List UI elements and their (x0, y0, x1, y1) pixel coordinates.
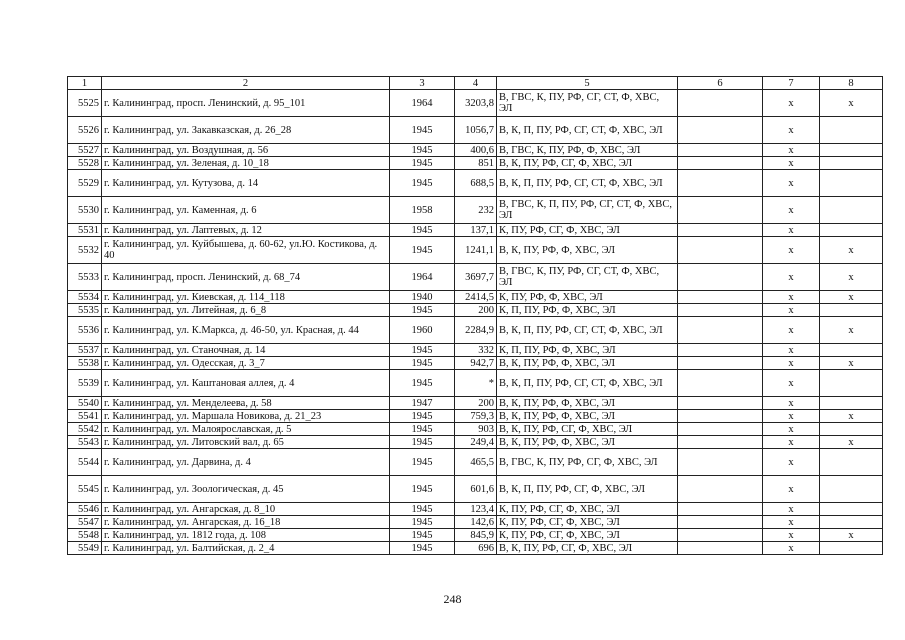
column-8-mark-cell (820, 423, 883, 436)
table-row (68, 436, 883, 449)
build-year-cell: 1940 (390, 291, 455, 304)
utility-systems-cell: К, ПУ, РФ, СГ, Ф, ХВС, ЭЛ (497, 529, 678, 542)
column-7-mark-cell: x (763, 197, 820, 224)
build-year-cell: 1945 (390, 357, 455, 370)
record-number-cell: 5531 (68, 224, 102, 237)
column-header-1: 1 (68, 77, 102, 90)
build-year-cell: 1945 (390, 542, 455, 555)
column-7-mark-cell: x (763, 476, 820, 503)
build-year-cell: 1945 (390, 516, 455, 529)
area-cell: 232 (455, 197, 497, 224)
table-row (68, 423, 883, 436)
address-cell: г. Калининград, ул. Литовский вал, д. 65 (102, 436, 390, 449)
utility-systems-cell: В, К, ПУ, РФ, Ф, ХВС, ЭЛ (497, 397, 678, 410)
address-cell: г. Калининград, ул. Зеленая, д. 10_18 (102, 157, 390, 170)
address-cell: г. Калининград, ул. Закавказская, д. 26_28 (102, 117, 390, 144)
record-number-cell: 5537 (68, 344, 102, 357)
area-cell: 1241,1 (455, 237, 497, 264)
column-header-2: 2 (102, 77, 390, 90)
column-8-mark-cell: x (820, 436, 883, 449)
build-year-cell: 1945 (390, 449, 455, 476)
table-row (68, 264, 883, 291)
record-number-cell: 5534 (68, 291, 102, 304)
column-7-mark-cell: x (763, 170, 820, 197)
build-year-cell: 1945 (390, 144, 455, 157)
table-row (68, 304, 883, 317)
build-year-cell: 1945 (390, 117, 455, 144)
area-cell: 2284,9 (455, 317, 497, 344)
build-year-cell: 1964 (390, 264, 455, 291)
record-number-cell: 5546 (68, 503, 102, 516)
table-row (68, 237, 883, 264)
utility-systems-cell: К, ПУ, РФ, СГ, Ф, ХВС, ЭЛ (497, 224, 678, 237)
utility-systems-cell: В, К, ПУ, РФ, СГ, Ф, ХВС, ЭЛ (497, 157, 678, 170)
record-number-cell: 5528 (68, 157, 102, 170)
address-cell: г. Калининград, ул. Киевская, д. 114_118 (102, 291, 390, 304)
column-7-mark-cell: x (763, 90, 820, 117)
address-cell: г. Калининград, ул. Литейная, д. 6_8 (102, 304, 390, 317)
build-year-cell: 1947 (390, 397, 455, 410)
build-year-cell: 1958 (390, 197, 455, 224)
column-6-cell (678, 224, 763, 237)
build-year-cell: 1945 (390, 423, 455, 436)
column-header-8: 8 (820, 77, 883, 90)
address-cell: г. Калининград, ул. Каштановая аллея, д. 4 (102, 370, 390, 397)
column-8-mark-cell: x (820, 529, 883, 542)
build-year-cell: 1945 (390, 237, 455, 264)
record-number-cell: 5545 (68, 476, 102, 503)
column-8-mark-cell: x (820, 90, 883, 117)
build-year-cell: 1945 (390, 304, 455, 317)
column-6-cell (678, 503, 763, 516)
address-cell: г. Калининград, ул. Ангарская, д. 16_18 (102, 516, 390, 529)
column-6-cell (678, 157, 763, 170)
column-header-5: 5 (497, 77, 678, 90)
area-cell: 696 (455, 542, 497, 555)
column-7-mark-cell: x (763, 317, 820, 344)
area-cell: 942,7 (455, 357, 497, 370)
column-7-mark-cell: x (763, 397, 820, 410)
column-7-mark-cell: x (763, 516, 820, 529)
column-7-mark-cell: x (763, 410, 820, 423)
area-cell: 465,5 (455, 449, 497, 476)
column-6-cell (678, 197, 763, 224)
address-cell: г. Калининград, ул. Маршала Новикова, д. 21_23 (102, 410, 390, 423)
area-cell: 3203,8 (455, 90, 497, 117)
table-row (68, 542, 883, 555)
build-year-cell: 1960 (390, 317, 455, 344)
area-cell: * (455, 370, 497, 397)
column-6-cell (678, 357, 763, 370)
build-year-cell: 1945 (390, 503, 455, 516)
column-6-cell (678, 436, 763, 449)
address-cell: г. Калининград, просп. Ленинский, д. 95_101 (102, 90, 390, 117)
table-row (68, 197, 883, 224)
build-year-cell: 1964 (390, 90, 455, 117)
area-cell: 249,4 (455, 436, 497, 449)
table-row (68, 357, 883, 370)
table-row (68, 144, 883, 157)
utility-systems-cell: В, К, ПУ, РФ, СГ, Ф, ХВС, ЭЛ (497, 423, 678, 436)
area-cell: 123,4 (455, 503, 497, 516)
utility-systems-cell: К, П, ПУ, РФ, Ф, ХВС, ЭЛ (497, 304, 678, 317)
address-cell: г. Калининград, ул. Лаптевых, д. 12 (102, 224, 390, 237)
address-cell: г. Калининград, ул. Куйбышева, д. 60-62, ул.Ю. Костикова, д. 40 (102, 237, 390, 264)
housing-register-table (67, 76, 883, 555)
build-year-cell: 1945 (390, 529, 455, 542)
column-6-cell (678, 264, 763, 291)
address-cell: г. Калининград, ул. 1812 года, д. 108 (102, 529, 390, 542)
column-7-mark-cell: x (763, 304, 820, 317)
table-row (68, 157, 883, 170)
column-6-cell (678, 304, 763, 317)
column-7-mark-cell: x (763, 144, 820, 157)
utility-systems-cell: В, К, ПУ, РФ, Ф, ХВС, ЭЛ (497, 410, 678, 423)
utility-systems-cell: В, К, П, ПУ, РФ, СГ, СТ, Ф, ХВС, ЭЛ (497, 317, 678, 344)
record-number-cell: 5544 (68, 449, 102, 476)
column-8-mark-cell: x (820, 291, 883, 304)
area-cell: 400,6 (455, 144, 497, 157)
column-7-mark-cell: x (763, 264, 820, 291)
area-cell: 200 (455, 397, 497, 410)
address-cell: г. Калининград, просп. Ленинский, д. 68_74 (102, 264, 390, 291)
address-cell: г. Калининград, ул. Ангарская, д. 8_10 (102, 503, 390, 516)
utility-systems-cell: К, ПУ, РФ, СГ, Ф, ХВС, ЭЛ (497, 516, 678, 529)
address-cell: г. Калининград, ул. Дарвина, д. 4 (102, 449, 390, 476)
column-7-mark-cell: x (763, 370, 820, 397)
record-number-cell: 5536 (68, 317, 102, 344)
column-6-cell (678, 144, 763, 157)
area-cell: 137,1 (455, 224, 497, 237)
column-8-mark-cell (820, 476, 883, 503)
column-8-mark-cell: x (820, 410, 883, 423)
column-7-mark-cell: x (763, 224, 820, 237)
column-header-3: 3 (390, 77, 455, 90)
build-year-cell: 1945 (390, 170, 455, 197)
column-8-mark-cell: x (820, 237, 883, 264)
column-7-mark-cell: x (763, 449, 820, 476)
column-6-cell (678, 423, 763, 436)
address-cell: г. Калининград, ул. Зоологическая, д. 45 (102, 476, 390, 503)
column-7-mark-cell: x (763, 436, 820, 449)
column-7-mark-cell: x (763, 237, 820, 264)
utility-systems-cell: В, ГВС, К, ПУ, РФ, Ф, ХВС, ЭЛ (497, 144, 678, 157)
table-row (68, 449, 883, 476)
utility-systems-cell: В, К, П, ПУ, РФ, СГ, СТ, Ф, ХВС, ЭЛ (497, 370, 678, 397)
column-8-mark-cell (820, 117, 883, 144)
area-cell: 851 (455, 157, 497, 170)
column-7-mark-cell: x (763, 344, 820, 357)
area-cell: 332 (455, 344, 497, 357)
utility-systems-cell: В, К, П, ПУ, РФ, СГ, СТ, Ф, ХВС, ЭЛ (497, 170, 678, 197)
area-cell: 688,5 (455, 170, 497, 197)
column-7-mark-cell: x (763, 117, 820, 144)
column-6-cell (678, 117, 763, 144)
table-row (68, 117, 883, 144)
column-8-mark-cell (820, 144, 883, 157)
column-7-mark-cell: x (763, 503, 820, 516)
build-year-cell: 1945 (390, 370, 455, 397)
column-8-mark-cell (820, 157, 883, 170)
column-8-mark-cell: x (820, 264, 883, 291)
address-cell: г. Калининград, ул. Каменная, д. 6 (102, 197, 390, 224)
table-row (68, 529, 883, 542)
column-8-mark-cell (820, 344, 883, 357)
address-cell: г. Калининград, ул. Одесская, д. 3_7 (102, 357, 390, 370)
utility-systems-cell: В, ГВС, К, П, ПУ, РФ, СГ, СТ, Ф, ХВС, ЭЛ (497, 197, 678, 224)
record-number-cell: 5529 (68, 170, 102, 197)
column-6-cell (678, 449, 763, 476)
record-number-cell: 5530 (68, 197, 102, 224)
column-8-mark-cell: x (820, 357, 883, 370)
table-row (68, 410, 883, 423)
record-number-cell: 5535 (68, 304, 102, 317)
utility-systems-cell: В, К, ПУ, РФ, СГ, Ф, ХВС, ЭЛ (497, 542, 678, 555)
utility-systems-cell: В, К, ПУ, РФ, Ф, ХВС, ЭЛ (497, 357, 678, 370)
column-7-mark-cell: x (763, 357, 820, 370)
build-year-cell: 1945 (390, 157, 455, 170)
address-cell: г. Калининград, ул. Менделеева, д. 58 (102, 397, 390, 410)
record-number-cell: 5541 (68, 410, 102, 423)
utility-systems-cell: В, ГВС, К, ПУ, РФ, СГ, СТ, Ф, ХВС, ЭЛ (497, 264, 678, 291)
column-6-cell (678, 516, 763, 529)
utility-systems-cell: К, П, ПУ, РФ, Ф, ХВС, ЭЛ (497, 344, 678, 357)
record-number-cell: 5532 (68, 237, 102, 264)
record-number-cell: 5527 (68, 144, 102, 157)
column-8-mark-cell (820, 170, 883, 197)
build-year-cell: 1945 (390, 224, 455, 237)
table-row (68, 516, 883, 529)
table-row (68, 476, 883, 503)
table-row (68, 503, 883, 516)
column-6-cell (678, 170, 763, 197)
column-8-mark-cell (820, 304, 883, 317)
area-cell: 142,6 (455, 516, 497, 529)
column-7-mark-cell: x (763, 423, 820, 436)
address-cell: г. Калининград, ул. Балтийская, д. 2_4 (102, 542, 390, 555)
area-cell: 2414,5 (455, 291, 497, 304)
utility-systems-cell: В, К, П, ПУ, РФ, СГ, СТ, Ф, ХВС, ЭЛ (497, 117, 678, 144)
column-header-7: 7 (763, 77, 820, 90)
record-number-cell: 5548 (68, 529, 102, 542)
utility-systems-cell: В, К, ПУ, РФ, Ф, ХВС, ЭЛ (497, 237, 678, 264)
table-row (68, 224, 883, 237)
column-header-4: 4 (455, 77, 497, 90)
record-number-cell: 5543 (68, 436, 102, 449)
build-year-cell: 1945 (390, 344, 455, 357)
area-cell: 845,9 (455, 529, 497, 542)
column-8-mark-cell (820, 224, 883, 237)
utility-systems-cell: В, ГВС, К, ПУ, РФ, СГ, СТ, Ф, ХВС, ЭЛ (497, 90, 678, 117)
column-8-mark-cell (820, 449, 883, 476)
page-number: 248 (443, 592, 462, 606)
column-6-cell (678, 317, 763, 344)
column-6-cell (678, 542, 763, 555)
record-number-cell: 5547 (68, 516, 102, 529)
address-cell: г. Калининград, ул. Малоярославская, д. 5 (102, 423, 390, 436)
column-8-mark-cell: x (820, 317, 883, 344)
utility-systems-cell: К, ПУ, РФ, СГ, Ф, ХВС, ЭЛ (497, 503, 678, 516)
utility-systems-cell: В, ГВС, К, ПУ, РФ, СГ, Ф, ХВС, ЭЛ (497, 449, 678, 476)
column-6-cell (678, 476, 763, 503)
column-6-cell (678, 370, 763, 397)
table-row (68, 344, 883, 357)
record-number-cell: 5540 (68, 397, 102, 410)
area-cell: 1056,7 (455, 117, 497, 144)
record-number-cell: 5538 (68, 357, 102, 370)
column-6-cell (678, 237, 763, 264)
column-8-mark-cell (820, 370, 883, 397)
column-6-cell (678, 397, 763, 410)
table-row (68, 397, 883, 410)
column-7-mark-cell: x (763, 529, 820, 542)
column-6-cell (678, 410, 763, 423)
build-year-cell: 1945 (390, 436, 455, 449)
build-year-cell: 1945 (390, 410, 455, 423)
column-7-mark-cell: x (763, 542, 820, 555)
area-cell: 3697,7 (455, 264, 497, 291)
area-cell: 903 (455, 423, 497, 436)
table-row (68, 370, 883, 397)
column-6-cell (678, 90, 763, 117)
column-8-mark-cell (820, 397, 883, 410)
utility-systems-cell: В, К, ПУ, РФ, Ф, ХВС, ЭЛ (497, 436, 678, 449)
column-8-mark-cell (820, 503, 883, 516)
table-row (68, 291, 883, 304)
column-7-mark-cell: x (763, 157, 820, 170)
column-8-mark-cell (820, 197, 883, 224)
build-year-cell: 1945 (390, 476, 455, 503)
column-7-mark-cell: x (763, 291, 820, 304)
area-cell: 601,6 (455, 476, 497, 503)
record-number-cell: 5539 (68, 370, 102, 397)
address-cell: г. Калининград, ул. Станочная, д. 14 (102, 344, 390, 357)
record-number-cell: 5549 (68, 542, 102, 555)
area-cell: 759,3 (455, 410, 497, 423)
address-cell: г. Калининград, ул. К.Маркса, д. 46-50, ул. Красная, д. 44 (102, 317, 390, 344)
record-number-cell: 5525 (68, 90, 102, 117)
column-6-cell (678, 291, 763, 304)
column-8-mark-cell (820, 516, 883, 529)
utility-systems-cell: К, ПУ, РФ, Ф, ХВС, ЭЛ (497, 291, 678, 304)
record-number-cell: 5526 (68, 117, 102, 144)
column-6-cell (678, 529, 763, 542)
table-row (68, 317, 883, 344)
column-header-6: 6 (678, 77, 763, 90)
column-6-cell (678, 344, 763, 357)
area-cell: 200 (455, 304, 497, 317)
record-number-cell: 5533 (68, 264, 102, 291)
table-row (68, 90, 883, 117)
address-cell: г. Калининград, ул. Воздушная, д. 56 (102, 144, 390, 157)
address-cell: г. Калининград, ул. Кутузова, д. 14 (102, 170, 390, 197)
table-row (68, 170, 883, 197)
utility-systems-cell: В, К, П, ПУ, РФ, СГ, Ф, ХВС, ЭЛ (497, 476, 678, 503)
record-number-cell: 5542 (68, 423, 102, 436)
column-number-header-row (68, 77, 883, 90)
column-8-mark-cell (820, 542, 883, 555)
